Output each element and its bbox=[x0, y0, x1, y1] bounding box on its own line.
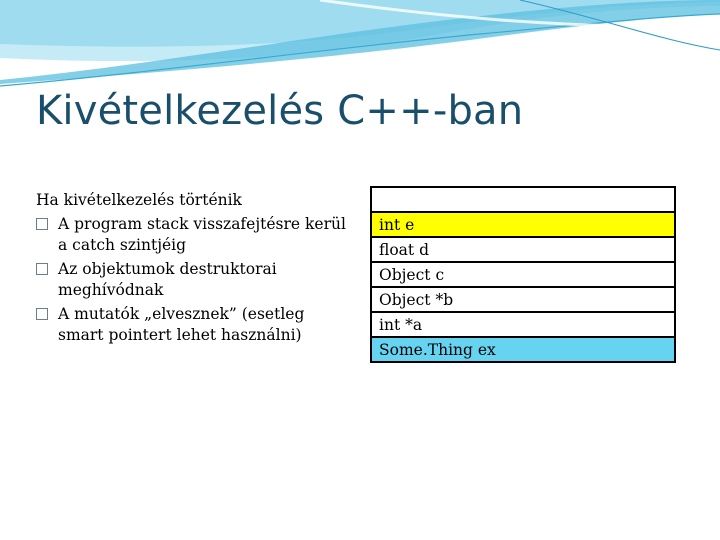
stack-row bbox=[371, 237, 675, 262]
bullet-line: Az objektumok destruktorai bbox=[58, 260, 277, 278]
slide-title: Kivételkezelés C++-ban bbox=[36, 88, 524, 134]
bullet-line: A program stack visszafejtésre kerül bbox=[58, 215, 346, 233]
bullet-item bbox=[36, 304, 366, 346]
stack-cell: Object *b bbox=[371, 287, 675, 312]
stack-cell bbox=[371, 187, 675, 212]
stack-row bbox=[371, 262, 675, 287]
square-bullet-icon bbox=[36, 308, 48, 320]
bullet-line: smart pointert lehet használni) bbox=[58, 326, 302, 344]
stack-row bbox=[371, 312, 675, 337]
content-heading: Ha kivételkezelés történik bbox=[36, 191, 242, 209]
stack-row bbox=[371, 287, 675, 312]
stack-cell: int e bbox=[371, 212, 675, 237]
square-bullet-icon bbox=[36, 218, 48, 230]
bullet-item bbox=[36, 214, 366, 256]
stack-table bbox=[370, 186, 676, 363]
bullet-line: A mutatók „elvesznek” (esetleg bbox=[58, 305, 305, 323]
stack-cell: Some.Thing ex bbox=[371, 337, 675, 362]
stack-cell: float d bbox=[371, 237, 675, 262]
bullet-line: meghívódnak bbox=[58, 281, 164, 299]
stack-row bbox=[371, 337, 675, 362]
bullet-item bbox=[36, 259, 366, 301]
stack-row bbox=[371, 187, 675, 212]
content-text bbox=[36, 190, 366, 349]
header-wave-decoration bbox=[0, 0, 720, 90]
square-bullet-icon bbox=[36, 263, 48, 275]
bullet-line: a catch szintjéig bbox=[58, 236, 187, 254]
stack-row bbox=[371, 212, 675, 237]
stack-cell: int *a bbox=[371, 312, 675, 337]
stack-cell: Object c bbox=[371, 262, 675, 287]
